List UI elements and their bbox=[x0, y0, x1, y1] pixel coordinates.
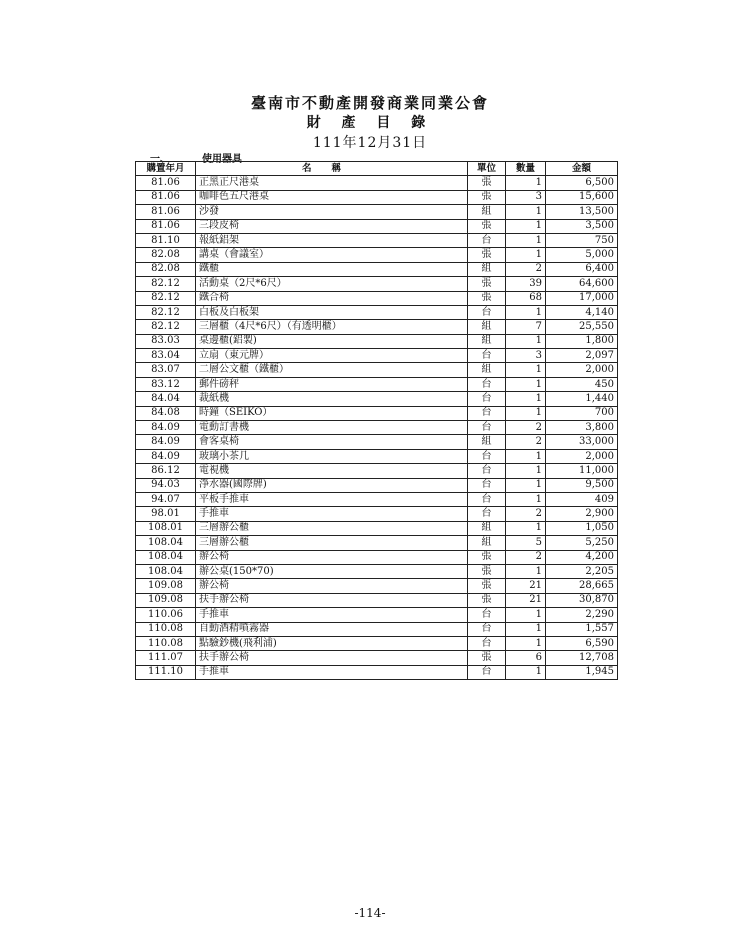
name-cell: 鐵櫃 bbox=[196, 262, 468, 276]
qty-cell: 1 bbox=[506, 521, 546, 535]
qty-cell: 1 bbox=[506, 449, 546, 463]
table-row bbox=[136, 608, 618, 622]
unit-cell: 組 bbox=[468, 435, 506, 449]
amount-cell: 1,440 bbox=[546, 392, 618, 406]
qty-cell: 1 bbox=[506, 176, 546, 190]
unit-cell: 組 bbox=[468, 320, 506, 334]
amount-cell: 1,050 bbox=[546, 521, 618, 535]
date-cell: 111.07 bbox=[136, 651, 196, 665]
table-row bbox=[136, 176, 618, 190]
table-row bbox=[136, 651, 618, 665]
col-header-unit: 單位 bbox=[468, 162, 506, 176]
name-cell: 咖啡色五尺港桌 bbox=[196, 190, 468, 204]
table-row bbox=[136, 305, 618, 319]
amount-cell: 1,557 bbox=[546, 622, 618, 636]
name-cell: 點驗鈔機(飛利浦) bbox=[196, 636, 468, 650]
unit-cell: 台 bbox=[468, 377, 506, 391]
qty-cell: 1 bbox=[506, 622, 546, 636]
date-cell: 94.03 bbox=[136, 478, 196, 492]
date-cell: 111.10 bbox=[136, 665, 196, 679]
qty-cell: 68 bbox=[506, 291, 546, 305]
qty-cell: 1 bbox=[506, 464, 546, 478]
amount-cell: 6,590 bbox=[546, 636, 618, 650]
amount-cell: 5,000 bbox=[546, 248, 618, 262]
unit-cell: 張 bbox=[468, 593, 506, 607]
name-cell: 裁紙機 bbox=[196, 392, 468, 406]
unit-cell: 組 bbox=[468, 363, 506, 377]
table-row bbox=[136, 219, 618, 233]
table-row bbox=[136, 665, 618, 679]
qty-cell: 2 bbox=[506, 435, 546, 449]
unit-cell: 台 bbox=[468, 478, 506, 492]
section-title: 使用器具 bbox=[202, 154, 242, 165]
date-cell: 110.08 bbox=[136, 622, 196, 636]
name-cell: 辦公桌(150*70) bbox=[196, 564, 468, 578]
name-cell: 扶手辦公椅 bbox=[196, 593, 468, 607]
name-cell: 辦公椅 bbox=[196, 579, 468, 593]
amount-cell: 28,665 bbox=[546, 579, 618, 593]
qty-cell: 3 bbox=[506, 349, 546, 363]
unit-cell: 張 bbox=[468, 277, 506, 291]
amount-cell: 13,500 bbox=[546, 205, 618, 219]
unit-cell: 張 bbox=[468, 219, 506, 233]
name-cell: 電視機 bbox=[196, 464, 468, 478]
amount-cell: 1,945 bbox=[546, 665, 618, 679]
qty-cell: 1 bbox=[506, 406, 546, 420]
date-cell: 94.07 bbox=[136, 492, 196, 506]
table-row bbox=[136, 233, 618, 247]
amount-cell: 4,140 bbox=[546, 305, 618, 319]
unit-cell: 組 bbox=[468, 521, 506, 535]
date-cell: 82.12 bbox=[136, 320, 196, 334]
table-row bbox=[136, 550, 618, 564]
unit-cell: 張 bbox=[468, 248, 506, 262]
name-cell: 手推車 bbox=[196, 665, 468, 679]
amount-cell: 2,900 bbox=[546, 507, 618, 521]
name-cell: 平板手推車 bbox=[196, 492, 468, 506]
amount-cell: 6,500 bbox=[546, 176, 618, 190]
amount-cell: 750 bbox=[546, 233, 618, 247]
name-cell: 自動酒精噴霧器 bbox=[196, 622, 468, 636]
table-row bbox=[136, 421, 618, 435]
unit-cell: 組 bbox=[468, 334, 506, 348]
unit-cell: 組 bbox=[468, 536, 506, 550]
amount-cell: 17,000 bbox=[546, 291, 618, 305]
table-row bbox=[136, 478, 618, 492]
qty-cell: 3 bbox=[506, 190, 546, 204]
date-cell: 108.04 bbox=[136, 550, 196, 564]
unit-cell: 台 bbox=[468, 507, 506, 521]
unit-cell: 台 bbox=[468, 233, 506, 247]
unit-cell: 組 bbox=[468, 205, 506, 219]
amount-cell: 11,000 bbox=[546, 464, 618, 478]
table-row bbox=[136, 492, 618, 506]
table-row bbox=[136, 291, 618, 305]
date-cell: 81.06 bbox=[136, 190, 196, 204]
name-cell: 桌邊櫃(鋁製) bbox=[196, 334, 468, 348]
org-title: 臺南市不動產開發商業同業公會 bbox=[250, 94, 489, 112]
unit-cell: 台 bbox=[468, 608, 506, 622]
name-cell: 白板及白板架 bbox=[196, 305, 468, 319]
amount-cell: 3,800 bbox=[546, 421, 618, 435]
qty-cell: 2 bbox=[506, 507, 546, 521]
amount-cell: 5,250 bbox=[546, 536, 618, 550]
unit-cell: 台 bbox=[468, 406, 506, 420]
unit-cell: 台 bbox=[468, 464, 506, 478]
report-date: 111年12月31日 bbox=[312, 135, 428, 151]
table-row bbox=[136, 334, 618, 348]
amount-cell: 64,600 bbox=[546, 277, 618, 291]
table-row bbox=[136, 449, 618, 463]
name-cell: 立扇（東元牌） bbox=[196, 349, 468, 363]
date-cell: 109.08 bbox=[136, 593, 196, 607]
date-cell: 82.08 bbox=[136, 248, 196, 262]
qty-cell: 1 bbox=[506, 205, 546, 219]
table-row bbox=[136, 579, 618, 593]
unit-cell: 台 bbox=[468, 349, 506, 363]
qty-cell: 2 bbox=[506, 421, 546, 435]
date-cell: 81.06 bbox=[136, 219, 196, 233]
date-cell: 83.12 bbox=[136, 377, 196, 391]
unit-cell: 台 bbox=[468, 492, 506, 506]
date-cell: 82.12 bbox=[136, 291, 196, 305]
amount-cell: 409 bbox=[546, 492, 618, 506]
amount-cell: 2,000 bbox=[546, 449, 618, 463]
table-row bbox=[136, 564, 618, 578]
amount-cell: 700 bbox=[546, 406, 618, 420]
name-cell: 郵件磅秤 bbox=[196, 377, 468, 391]
unit-cell: 台 bbox=[468, 305, 506, 319]
name-cell: 講桌（會議室） bbox=[196, 248, 468, 262]
date-cell: 81.10 bbox=[136, 233, 196, 247]
date-cell: 108.04 bbox=[136, 564, 196, 578]
unit-cell: 台 bbox=[468, 449, 506, 463]
qty-cell: 1 bbox=[506, 219, 546, 233]
qty-cell: 1 bbox=[506, 492, 546, 506]
date-cell: 109.08 bbox=[136, 579, 196, 593]
amount-cell: 6,400 bbox=[546, 262, 618, 276]
unit-cell: 台 bbox=[468, 622, 506, 636]
date-cell: 81.06 bbox=[136, 176, 196, 190]
date-cell: 84.09 bbox=[136, 435, 196, 449]
name-cell: 三層櫃（4尺*6尺）（有透明櫃） bbox=[196, 320, 468, 334]
unit-cell: 台 bbox=[468, 421, 506, 435]
date-cell: 83.07 bbox=[136, 363, 196, 377]
qty-cell: 21 bbox=[506, 579, 546, 593]
table-row bbox=[136, 205, 618, 219]
table-row bbox=[136, 248, 618, 262]
table-row bbox=[136, 521, 618, 535]
qty-cell: 2 bbox=[506, 262, 546, 276]
amount-cell: 12,708 bbox=[546, 651, 618, 665]
table-row bbox=[136, 277, 618, 291]
table-row bbox=[136, 536, 618, 550]
qty-cell: 2 bbox=[506, 550, 546, 564]
page-number: -114- bbox=[354, 906, 386, 920]
amount-cell: 30,870 bbox=[546, 593, 618, 607]
unit-cell: 張 bbox=[468, 550, 506, 564]
qty-cell: 1 bbox=[506, 334, 546, 348]
name-cell: 時鐘（SEIKO） bbox=[196, 406, 468, 420]
name-cell: 三層辦公櫃 bbox=[196, 536, 468, 550]
name-cell: 玻璃小茶几 bbox=[196, 449, 468, 463]
date-cell: 108.04 bbox=[136, 536, 196, 550]
date-cell: 84.04 bbox=[136, 392, 196, 406]
section-number: 一、 bbox=[150, 154, 170, 165]
qty-cell: 7 bbox=[506, 320, 546, 334]
date-cell: 82.08 bbox=[136, 262, 196, 276]
name-cell: 沙發 bbox=[196, 205, 468, 219]
name-cell: 手推車 bbox=[196, 608, 468, 622]
amount-cell: 1,800 bbox=[546, 334, 618, 348]
unit-cell: 張 bbox=[468, 651, 506, 665]
name-cell: 正黑正尺港桌 bbox=[196, 176, 468, 190]
table-row bbox=[136, 262, 618, 276]
table-row bbox=[136, 406, 618, 420]
qty-cell: 1 bbox=[506, 248, 546, 262]
date-cell: 86.12 bbox=[136, 464, 196, 478]
amount-cell: 15,600 bbox=[546, 190, 618, 204]
unit-cell: 台 bbox=[468, 665, 506, 679]
name-cell: 三段皮椅 bbox=[196, 219, 468, 233]
qty-cell: 1 bbox=[506, 665, 546, 679]
qty-cell: 1 bbox=[506, 608, 546, 622]
unit-cell: 張 bbox=[468, 291, 506, 305]
name-cell: 報紙鋁架 bbox=[196, 233, 468, 247]
unit-cell: 台 bbox=[468, 392, 506, 406]
date-cell: 83.03 bbox=[136, 334, 196, 348]
col-header-name: 名稱 bbox=[196, 162, 468, 176]
col-header-date: 購置年月 bbox=[136, 162, 196, 176]
qty-cell: 1 bbox=[506, 233, 546, 247]
table-row bbox=[136, 190, 618, 204]
date-cell: 84.09 bbox=[136, 421, 196, 435]
amount-cell: 9,500 bbox=[546, 478, 618, 492]
table-row bbox=[136, 349, 618, 363]
col-header-amount: 金額 bbox=[546, 162, 618, 176]
qty-cell: 1 bbox=[506, 363, 546, 377]
name-cell: 活動桌（2尺*6尺） bbox=[196, 277, 468, 291]
date-cell: 110.08 bbox=[136, 636, 196, 650]
table-row bbox=[136, 377, 618, 391]
table-row bbox=[136, 435, 618, 449]
amount-cell: 25,550 bbox=[546, 320, 618, 334]
name-cell: 手推車 bbox=[196, 507, 468, 521]
name-cell: 會客桌椅 bbox=[196, 435, 468, 449]
qty-cell: 6 bbox=[506, 651, 546, 665]
amount-cell: 2,097 bbox=[546, 349, 618, 363]
unit-cell: 台 bbox=[468, 636, 506, 650]
unit-cell: 張 bbox=[468, 579, 506, 593]
document-title: 財 產 目 錄 bbox=[306, 115, 434, 131]
date-cell: 82.12 bbox=[136, 277, 196, 291]
unit-cell: 張 bbox=[468, 190, 506, 204]
table-row bbox=[136, 363, 618, 377]
qty-cell: 1 bbox=[506, 478, 546, 492]
name-cell: 電動訂書機 bbox=[196, 421, 468, 435]
name-cell: 淨水器(國際牌) bbox=[196, 478, 468, 492]
qty-cell: 1 bbox=[506, 564, 546, 578]
table-row bbox=[136, 464, 618, 478]
amount-cell: 2,000 bbox=[546, 363, 618, 377]
date-cell: 82.12 bbox=[136, 305, 196, 319]
date-cell: 84.09 bbox=[136, 449, 196, 463]
table-row bbox=[136, 392, 618, 406]
unit-cell: 組 bbox=[468, 262, 506, 276]
amount-cell: 450 bbox=[546, 377, 618, 391]
name-cell: 辦公椅 bbox=[196, 550, 468, 564]
qty-cell: 5 bbox=[506, 536, 546, 550]
date-cell: 84.08 bbox=[136, 406, 196, 420]
date-cell: 110.06 bbox=[136, 608, 196, 622]
amount-cell: 3,500 bbox=[546, 219, 618, 233]
unit-cell: 張 bbox=[468, 176, 506, 190]
table-row bbox=[136, 636, 618, 650]
qty-cell: 1 bbox=[506, 305, 546, 319]
date-cell: 81.06 bbox=[136, 205, 196, 219]
amount-cell: 33,000 bbox=[546, 435, 618, 449]
table-row bbox=[136, 593, 618, 607]
qty-cell: 1 bbox=[506, 392, 546, 406]
date-cell: 98.01 bbox=[136, 507, 196, 521]
amount-cell: 2,290 bbox=[546, 608, 618, 622]
date-cell: 83.04 bbox=[136, 349, 196, 363]
amount-cell: 4,200 bbox=[546, 550, 618, 564]
name-cell: 三層辦公櫃 bbox=[196, 521, 468, 535]
name-cell: 二層公文櫃（鐵櫃） bbox=[196, 363, 468, 377]
table-header-row bbox=[136, 162, 618, 176]
table-row bbox=[136, 622, 618, 636]
table-row bbox=[136, 507, 618, 521]
date-cell: 108.01 bbox=[136, 521, 196, 535]
qty-cell: 1 bbox=[506, 636, 546, 650]
table-row bbox=[136, 320, 618, 334]
unit-cell: 張 bbox=[468, 564, 506, 578]
qty-cell: 39 bbox=[506, 277, 546, 291]
table-body bbox=[136, 176, 618, 680]
property-table bbox=[135, 161, 618, 680]
name-cell: 鐵合椅 bbox=[196, 291, 468, 305]
name-cell: 扶手辦公椅 bbox=[196, 651, 468, 665]
qty-cell: 21 bbox=[506, 593, 546, 607]
col-header-qty: 數量 bbox=[506, 162, 546, 176]
amount-cell: 2,205 bbox=[546, 564, 618, 578]
qty-cell: 1 bbox=[506, 377, 546, 391]
